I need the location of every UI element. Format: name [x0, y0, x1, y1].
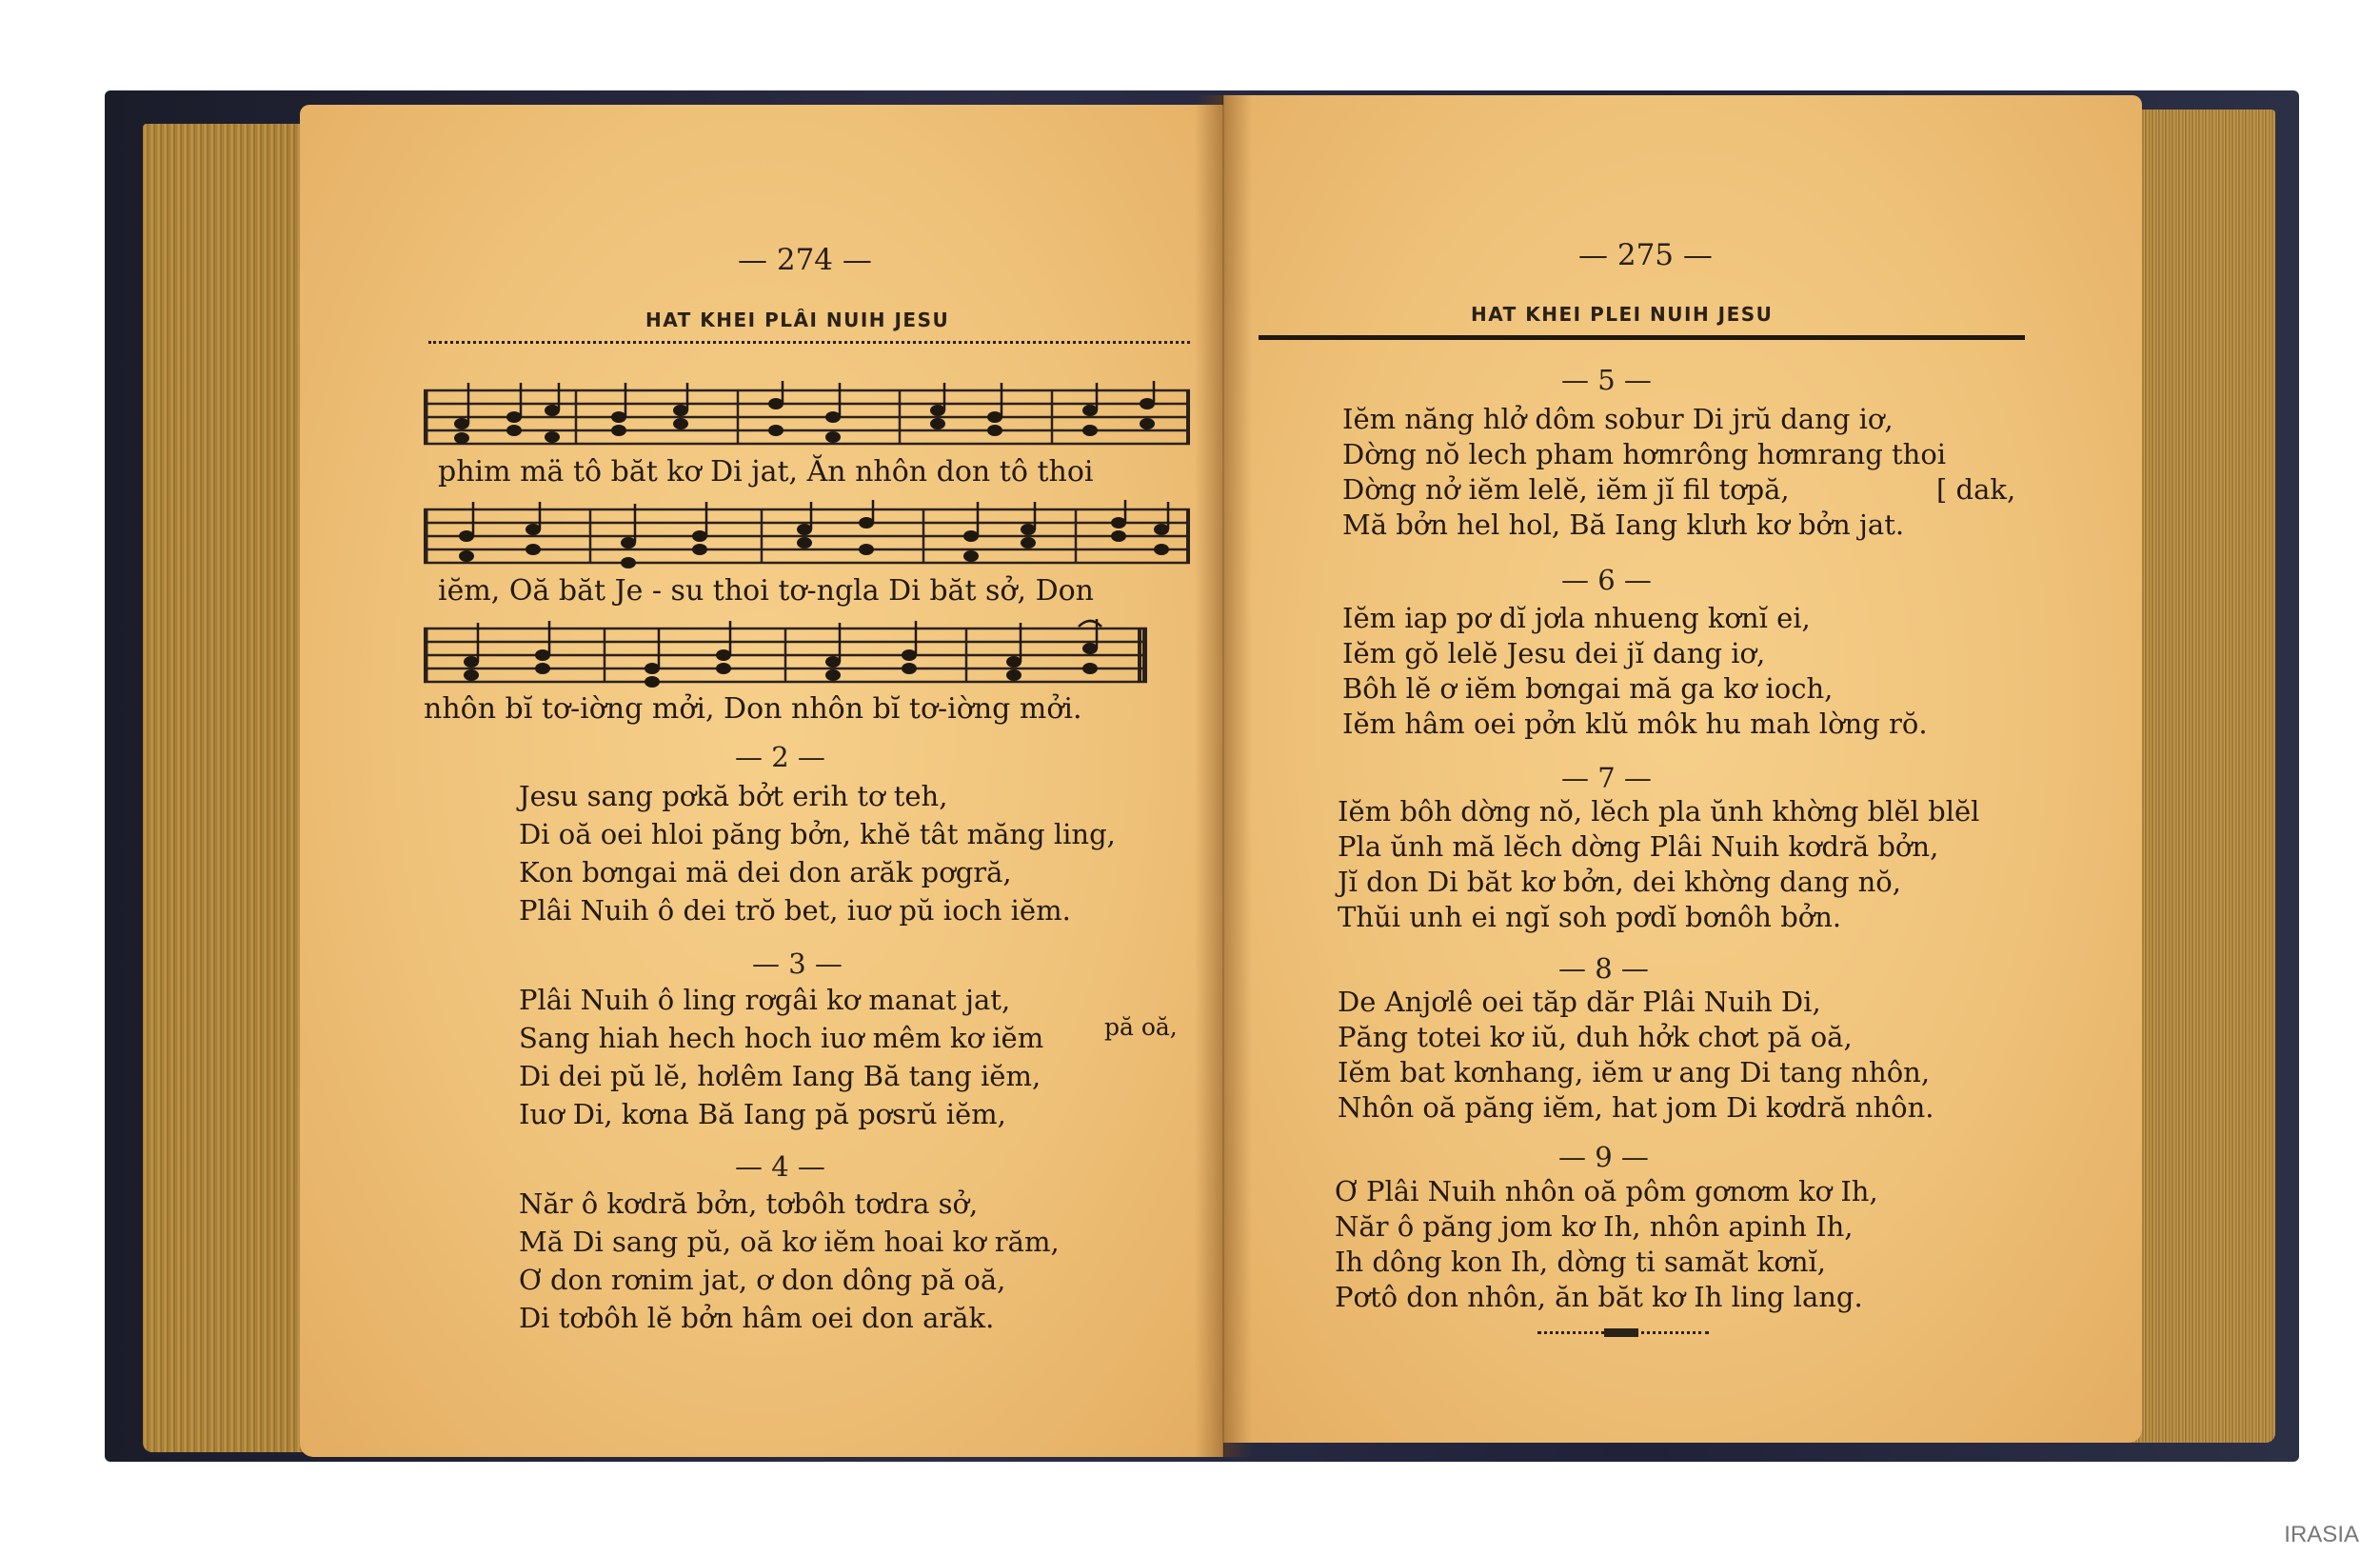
stanza-5-line-3: Dờng nở iĕm lelĕ, iĕm jĭ fil tơpă,	[1342, 473, 1790, 506]
stanza-8-line-3: Iĕm bat kơnhang, iĕm ư ang Di tang nhôn,	[1338, 1056, 1931, 1088]
stanza-9-line-2: Năr ô păng jom kơ Ih, nhôn apinh Ih,	[1335, 1210, 1854, 1243]
left-running-head: HAT KHEI PLÂI NUIH JESU	[645, 309, 950, 331]
stanza-number-7: — 7 —	[1561, 762, 1652, 794]
stanza-3-line-1: Plâi Nuih ô ling rơgâi kơ manat jat,	[519, 984, 1011, 1016]
stanza-4-line-2: Mă Di sang pŭ, oă kơ iĕm hoai kơ răm,	[519, 1226, 1060, 1258]
stanza-7-line-2: Pla ŭnh mă lĕch dờng Plâi Nuih kơdră bởn,	[1338, 830, 1939, 863]
stanza-number-4: — 4 —	[735, 1150, 825, 1183]
stanza-8-line-1: De Anjơlê oei tăp dăr Plâi Nuih Di,	[1338, 986, 1821, 1018]
stanza-9-line-3: Ih dông kon Ih, dờng ti samăt kơnĭ,	[1335, 1246, 1826, 1278]
stanza-4-line-3: Ơ don rơnim jat, ơ don dông pă oă,	[519, 1264, 1006, 1296]
stanza-6-line-3: Bôh lĕ ơ iĕm bơngai mă ga kơ ioch,	[1342, 672, 1834, 705]
end-ornament	[1537, 1331, 1709, 1342]
stanza-7-line-1: Iĕm bôh dờng nŏ, lĕch pla ŭnh khờng blĕl blĕl	[1338, 795, 1980, 828]
watermark: IRASIA	[2284, 1522, 2359, 1547]
music-staff-2	[424, 500, 1190, 574]
stanza-3-line-2: Sang hiah hech hoch iuơ mêm kơ iĕm	[519, 1022, 1044, 1054]
stanza-number-6: — 6 —	[1561, 564, 1652, 596]
music-staff-3	[424, 619, 1147, 693]
music-lyric-line-3: nhôn bĭ tơ-iờng mởi, Don nhôn bĭ tơ-iờng mởi.	[424, 692, 1082, 726]
stanza-7-line-4: Thŭi unh ei ngĭ soh pơdĭ bơnôh bởn.	[1338, 901, 1842, 933]
stanza-3-line-3: Di dei pŭ lĕ, hơlêm Iang Bă tang iĕm,	[519, 1060, 1041, 1092]
stanza-5-line-1: Iĕm năng hlở dôm sobur Di jrŭ dang iơ,	[1342, 403, 1894, 435]
stanza-2-line-2: Di oă oei hloi păng bởn, khĕ tât măng ling,	[519, 818, 1116, 850]
stanza-2-line-1: Jesu sang pơkă bởt erih tơ teh,	[519, 780, 948, 812]
stanza-7-line-3: Jĭ don Di băt kơ bởn, dei khờng dang nŏ,	[1338, 866, 1901, 898]
stanza-5-overflow: [ dak,	[1936, 473, 2016, 506]
stanza-number-3: — 3 —	[752, 948, 843, 980]
music-lyric-line-1: phim mä tô băt kơ Di jat, Ăn nhôn don tô thoi	[438, 455, 1094, 489]
stanza-6-line-1: Iĕm iap pơ dĭ jơla nhueng kơnĭ ei,	[1342, 602, 1811, 634]
stanza-5-line-2: Dờng nŏ lech pham hơmrông hơmrang thoi	[1342, 438, 1947, 470]
stanza-2-line-3: Kon bơngai mä dei don arăk pơgră,	[519, 856, 1012, 888]
stanza-5-line-4: Mă bởn hel hol, Bă Iang klưh kơ bởn jat.	[1342, 509, 1905, 541]
right-running-head: HAT KHEI PLEI NUIH JESU	[1471, 303, 1774, 326]
stanza-number-9: — 9 —	[1558, 1141, 1649, 1173]
stanza-4-line-4: Di tơbôh lĕ bởn hâm oei don arăk.	[519, 1302, 995, 1334]
right-header-rule	[1259, 335, 2025, 340]
stanza-8-line-4: Nhôn oă păng iĕm, hat jom Di kơdră nhôn.	[1338, 1091, 1934, 1124]
music-staff-1	[424, 381, 1190, 455]
stanza-6-line-4: Iĕm hâm oei pởn klŭ môk hu mah lờng rŏ.	[1342, 708, 1928, 740]
stanza-2-line-4: Plâi Nuih ô dei trŏ bet, iuơ pŭ ioch iĕm.	[519, 894, 1071, 927]
stanza-9-line-4: Pơtô don nhôn, ăn băt kơ Ih ling lang.	[1335, 1281, 1863, 1313]
right-page-number: — 275 —	[1578, 238, 1713, 272]
stanza-4-line-1: Năr ô kơdră bởn, tơbôh tơdra sở,	[519, 1187, 979, 1220]
page-edges-left	[143, 124, 309, 1452]
stanza-8-line-2: Păng totei kơ iŭ, duh hởk chơt pă oă,	[1338, 1021, 1853, 1053]
stanza-number-5: — 5 —	[1561, 364, 1652, 396]
stanza-number-2: — 2 —	[735, 741, 825, 773]
stanza-9-line-1: Ơ Plâi Nuih nhôn oă pôm gơnơm kơ Ih,	[1335, 1175, 1878, 1207]
stanza-3-overflow: pă oă,	[1104, 1013, 1178, 1041]
music-lyric-line-2: iĕm, Oă băt Je - su thoi tơ-ngla Di băt sở, Don	[438, 574, 1095, 608]
left-header-rule	[428, 341, 1190, 344]
stanza-number-8: — 8 —	[1558, 952, 1649, 985]
stanza-6-line-2: Iĕm gŏ lelĕ Jesu dei jĭ dang iơ,	[1342, 637, 1766, 669]
stanza-3-line-4: Iuơ Di, kơna Bă Iang pă pơsrŭ iĕm,	[519, 1098, 1006, 1130]
left-page-number: — 274 —	[738, 243, 872, 277]
book-gutter	[1195, 95, 1252, 1457]
